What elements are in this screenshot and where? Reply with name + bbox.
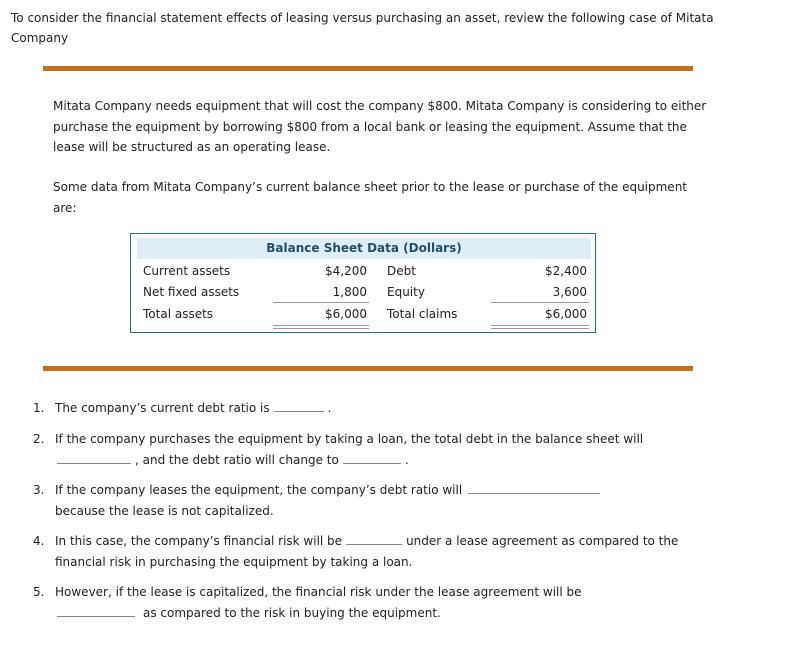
row-label: Debt [387, 264, 416, 278]
answer-dropdown[interactable] [468, 480, 600, 494]
answer-dropdown[interactable] [57, 603, 135, 617]
subtotal-line [491, 302, 589, 303]
balance-sheet-intro: Some data from Mitata Company’s current balance sheet prior to the lease or purchase of the equipment are: [53, 180, 688, 215]
balance-sheet-title: Balance Sheet Data (Dollars) [137, 238, 591, 259]
answer-dropdown[interactable] [346, 531, 402, 545]
question-number: 4. [33, 534, 45, 548]
row-value: $6,000 [325, 307, 367, 321]
row-label: Net fixed assets [143, 285, 240, 299]
balance-sheet-table [130, 233, 596, 333]
question-text: . [404, 452, 409, 467]
case-paragraph: Mitata Company needs equipment that will cost the company $800. Mitata Company is considering to either purchase the equipment by borrowing $800 from a local bank or leasing the equipment. Assume that the lease will be structured as an operating lease. [53, 99, 707, 154]
row-label: Total assets [143, 307, 214, 321]
row-value: $2,400 [545, 264, 587, 278]
row-value: $4,200 [325, 264, 367, 278]
question-number: 5. [33, 585, 45, 599]
question-text: because the lease is not capitalized. [55, 503, 274, 518]
question-text: as compared to the risk in buying the equipment. [143, 605, 441, 620]
row-value: 3,600 [552, 285, 587, 299]
question-number: 3. [33, 483, 45, 497]
row-value: $6,000 [545, 307, 587, 321]
question-number: 1. [33, 401, 45, 415]
row-label: Current assets [143, 264, 231, 278]
question-text: If the company leases the equipment, the company’s debt ratio will [55, 483, 463, 497]
question-text: under a lease agreement as compared to the financial risk in purchasing the equipment by taking a loan. [55, 534, 679, 569]
divider-bottom [43, 366, 693, 371]
question-text: The company’s current debt ratio is [55, 401, 270, 415]
question-text: If the company purchases the equipment by taking a loan, the total debt in the balance sheet will [55, 432, 644, 446]
question-text: . [327, 401, 332, 415]
answer-dropdown[interactable] [57, 450, 131, 464]
total-double-line [491, 325, 589, 329]
answer-dropdown[interactable] [274, 398, 324, 412]
question-text: However, if the lease is capitalized, the financial risk under the lease agreement will be [55, 585, 582, 599]
subtotal-line [273, 302, 369, 303]
row-value: 1,800 [332, 285, 367, 299]
divider-top [43, 66, 693, 71]
row-label: Equity [387, 285, 425, 299]
question-text: , and the debt ratio will change to [135, 452, 339, 467]
question-number: 2. [33, 432, 45, 446]
question-text: In this case, the company’s financial risk will be [55, 534, 343, 548]
row-label: Total claims [387, 307, 458, 321]
answer-dropdown[interactable] [343, 450, 401, 464]
total-double-line [273, 325, 369, 329]
intro-text: To consider the financial statement effects of leasing versus purchasing an asset, review the following case of Mitata Company [11, 11, 714, 45]
